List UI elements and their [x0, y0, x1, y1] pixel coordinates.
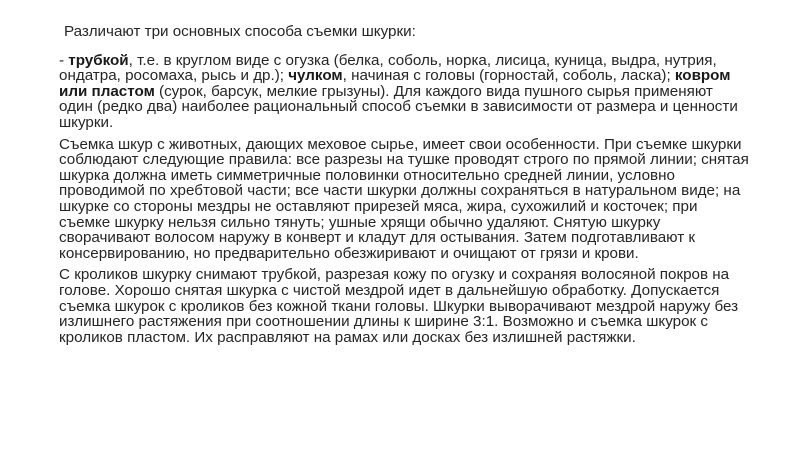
intro-paragraph: Различают три основных способа съемки шкурки: — [64, 23, 416, 40]
rabbits-paragraph: С кроликов шкурку снимают трубкой, разрезая кожу по огузку и сохраняя волосяной покров на голове. Хорошо снятая шкурка с чистой мездрой идет в дальнейшую обработку. Допускается съемка шкурок с кроликов без кожной ткани головы. Шкурки выворачивают мездрой наружу без излишнего растяжения при соотношении длины к ширине 3:1. Возможно и съемка шкурок с кроликов пластом. Их расправляют на рамах или досках без излишней растяжки. — [59, 266, 739, 346]
method-stocking-term: чулком — [288, 67, 343, 85]
method-flat-term: ковром или пластом — [59, 67, 731, 100]
method-tube-term: трубкой — [68, 51, 129, 69]
methods-paragraph — [59, 53, 749, 131]
text-body — [59, 24, 749, 345]
method-flat-desc: (сурок, барсук, мелкие грызуны). Для каждого вида пушного сырья применяют один (редко два) наиболее рациональный способ съемки в зависимости от размера и ценности шкурки. — [59, 82, 738, 131]
features-paragraph: Съемка шкур с животных, дающих меховое сырье, имеет свои особенности. При съемке шкурки соблюдают следующие правила: все разрезы на тушке проводят строго по прямой линии; снятая шкурка должна иметь симметричные половинки относительно средней линии, условно проводимой по хребтовой части; все части шкурки должны сохраняться в натуральном виде; на шкурке со стороны мездры не оставляют прирезей мяса, жира, сухожилий и косточек; при съемке шкурку нельзя сильно тянуть; ушные хрящи обычно удаляют. Снятую шкурку сворачивают волосом наружу в конверт и кладут для остывания. Затем подготавливают к консервированию, но предварительно обезжиривают и очищают от грязи и крови. — [59, 135, 749, 262]
methods-lead: - — [59, 51, 69, 69]
method-stocking-desc: , начиная с головы (горностай, соболь, ласка); — [342, 67, 675, 85]
method-tube-desc: , т.е. в круглом виде с огузка (белка, соболь, норка, лисица, куница, выдра, нутрия, ондатра, росомаха, рысь и др.); — [59, 51, 717, 85]
